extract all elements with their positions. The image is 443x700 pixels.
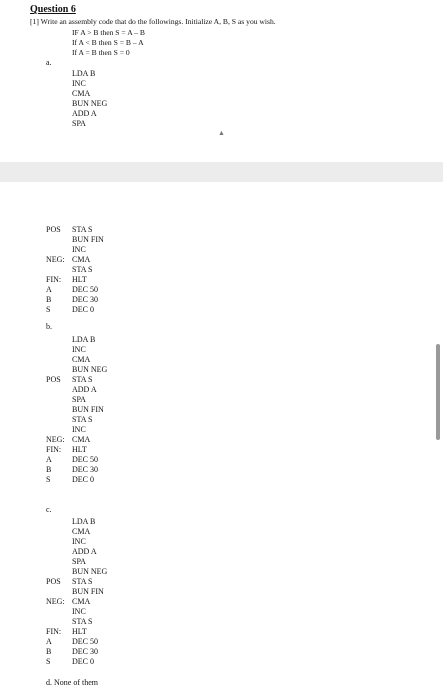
code-line: CMA (72, 435, 91, 444)
code-label: POS (46, 577, 61, 586)
condition-line: If A = B then S = 0 (72, 48, 130, 57)
code-line: DEC 0 (72, 475, 94, 484)
code-label: A (46, 285, 52, 294)
code-line: DEC 30 (72, 465, 98, 474)
code-label: A (46, 637, 52, 646)
code-line: DEC 0 (72, 305, 94, 314)
caret-icon: ▲ (218, 129, 225, 137)
condition-line: If A < B then S = B – A (72, 38, 144, 47)
code-line: BUN FIN (72, 235, 104, 244)
code-line: BUN NEG (72, 567, 108, 576)
code-label: POS (46, 375, 61, 384)
code-line: INC (72, 607, 86, 616)
code-line: DEC 30 (72, 295, 98, 304)
code-line: HLT (72, 445, 87, 454)
code-line: STA S (72, 225, 93, 234)
option-b-label: b. (46, 322, 52, 331)
code-label: B (46, 647, 52, 656)
code-line: SPA (72, 119, 86, 128)
code-line: STA S (72, 265, 93, 274)
code-line: CMA (72, 597, 91, 606)
code-line: STA S (72, 415, 93, 424)
code-label: S (46, 657, 51, 666)
question-prompt: [1] Write an assembly code that do the followings. Initialize A, B, S as you wish. (30, 17, 276, 26)
code-line: LDA B (72, 517, 96, 526)
code-line: DEC 0 (72, 657, 94, 666)
code-line: DEC 30 (72, 647, 98, 656)
condition-line: IF A > B then S = A – B (72, 28, 145, 37)
code-line: LDA B (72, 335, 96, 344)
code-label: S (46, 475, 51, 484)
code-line: STA S (72, 577, 93, 586)
scrollbar-track[interactable] (435, 182, 441, 700)
option-d-text: d. None of them (46, 678, 98, 687)
code-line: STA S (72, 617, 93, 626)
code-line: INC (72, 537, 86, 546)
code-line: BUN NEG (72, 99, 108, 108)
code-line: INC (72, 345, 86, 354)
code-line: SPA (72, 557, 86, 566)
page-bottom (0, 182, 443, 700)
code-label: A (46, 455, 52, 464)
code-line: CMA (72, 255, 91, 264)
code-label: FIN: (46, 627, 62, 636)
code-label: FIN: (46, 445, 62, 454)
code-line: BUN FIN (72, 587, 104, 596)
code-line: ADD A (72, 547, 97, 556)
code-line: CMA (72, 89, 91, 98)
code-label: NEG: (46, 255, 65, 264)
option-a-label: a. (46, 58, 52, 67)
code-label: FIN: (46, 275, 62, 284)
code-label: S (46, 305, 51, 314)
code-line: INC (72, 79, 86, 88)
code-line: CMA (72, 355, 91, 364)
code-label: NEG: (46, 597, 65, 606)
code-line: HLT (72, 275, 87, 284)
code-line: ADD A (72, 385, 97, 394)
code-line: INC (72, 425, 86, 434)
code-label: NEG: (46, 435, 65, 444)
code-line: SPA (72, 395, 86, 404)
code-line: LDA B (72, 69, 96, 78)
question-title: Question 6 (30, 4, 76, 15)
option-c-label: c. (46, 505, 52, 514)
code-line: CMA (72, 527, 91, 536)
code-line: BUN FIN (72, 405, 104, 414)
code-label: POS (46, 225, 61, 234)
code-label: B (46, 295, 52, 304)
scrollbar-thumb[interactable] (436, 344, 440, 440)
code-line: INC (72, 245, 86, 254)
page-separator (0, 162, 443, 182)
code-line: ADD A (72, 109, 97, 118)
code-line: DEC 50 (72, 455, 98, 464)
code-line: BUN NEG (72, 365, 108, 374)
code-line: DEC 50 (72, 637, 98, 646)
code-line: HLT (72, 627, 87, 636)
code-line: STA S (72, 375, 93, 384)
code-line: DEC 50 (72, 285, 98, 294)
code-label: B (46, 465, 52, 474)
